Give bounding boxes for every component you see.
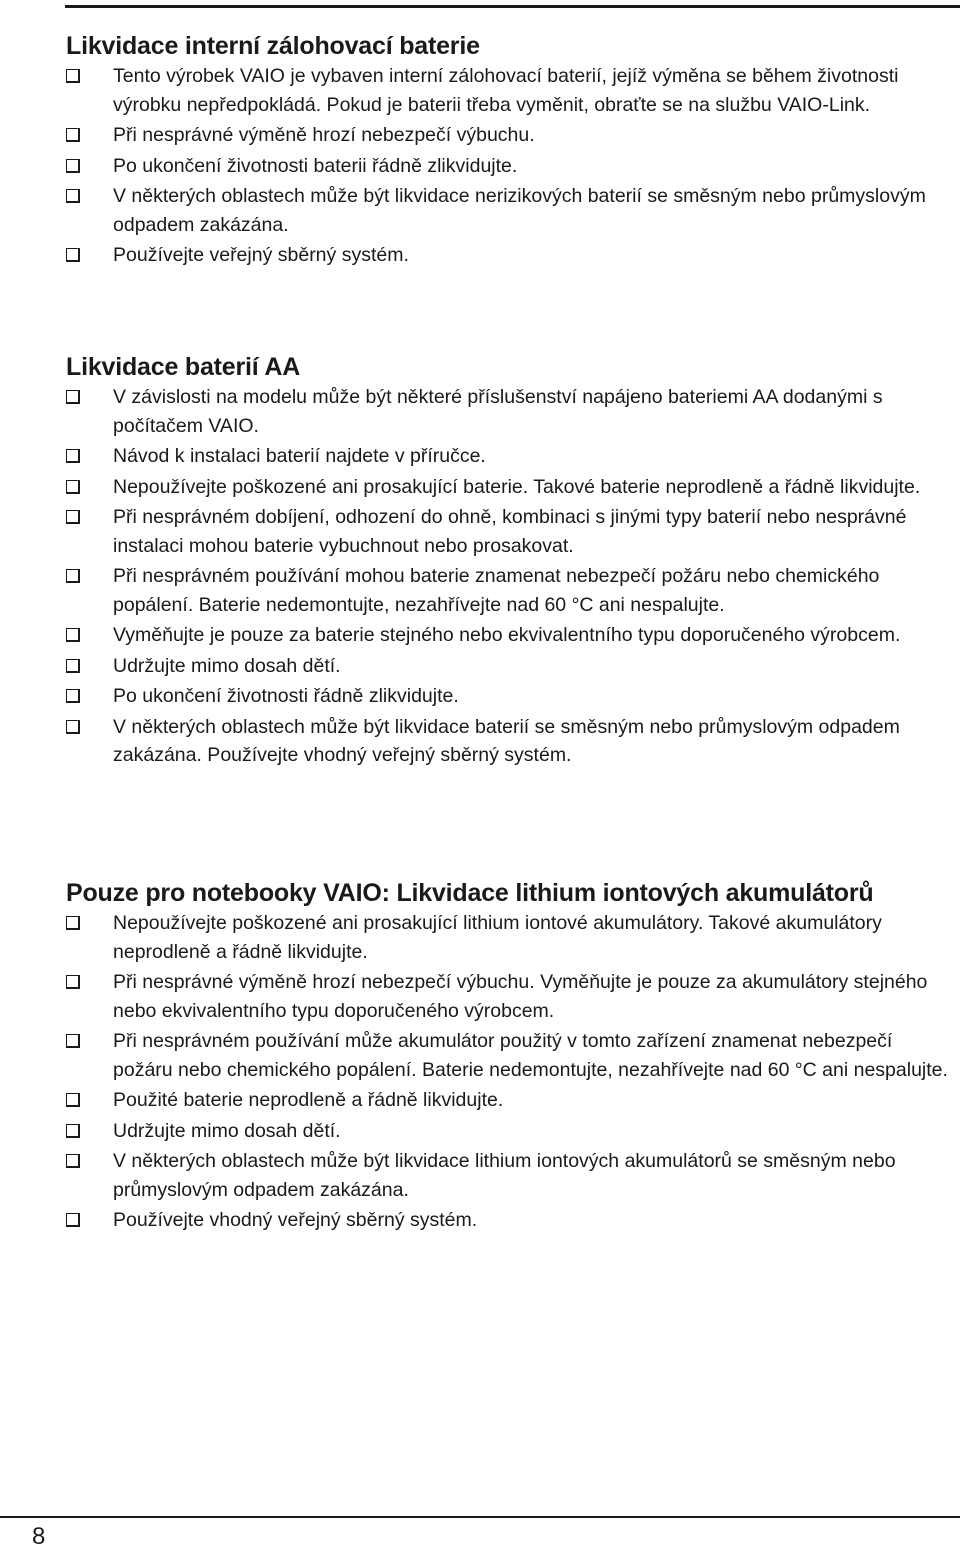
- footer-rule: [0, 1516, 960, 1518]
- list-item: [66, 909, 956, 966]
- checkbox-bullet-icon: [66, 1154, 80, 1168]
- list-item: [66, 152, 956, 181]
- checkbox-bullet-icon: [66, 1213, 80, 1227]
- checkbox-bullet-icon: [66, 1124, 80, 1138]
- checkbox-bullet-icon: [66, 569, 80, 583]
- section-heading: Likvidace baterií AA: [66, 353, 301, 381]
- checkbox-bullet-icon: [66, 1034, 80, 1048]
- list-item-text: Udržujte mimo dosah dětí.: [113, 654, 341, 677]
- checkbox-bullet-icon: [66, 480, 80, 494]
- list-item-text: Nepoužívejte poškozené ani prosakující baterie. Takové baterie neprodleně a řádně likvidujte.: [113, 475, 921, 498]
- list-item-text: Používejte vhodný veřejný sběrný systém.: [113, 1209, 478, 1231]
- bullet-list: [66, 383, 956, 770]
- list-item-text: Použité baterie neprodleně a řádně likvidujte.: [113, 1089, 504, 1111]
- list-item-text: Návod k instalaci baterií najdete v příručce.: [113, 445, 486, 467]
- checkbox-bullet-icon: [66, 659, 80, 673]
- list-item: [66, 1086, 956, 1115]
- list-item: [66, 182, 956, 239]
- list-item-text: V některých oblastech může být likvidace lithium iontových akumulátorů se směsným nebo průmyslovým odpadem zakázána.: [113, 1150, 896, 1201]
- list-item: [66, 713, 956, 770]
- checkbox-bullet-icon: [66, 159, 80, 173]
- checkbox-bullet-icon: [66, 248, 80, 262]
- checkbox-bullet-icon: [66, 720, 80, 734]
- checkbox-bullet-icon: [66, 390, 80, 404]
- list-item: [66, 1027, 956, 1084]
- list-item: [66, 1206, 956, 1235]
- checkbox-bullet-icon: [66, 449, 80, 463]
- top-rule: [65, 5, 960, 8]
- list-item: [66, 968, 956, 1025]
- list-item: [66, 562, 956, 619]
- checkbox-bullet-icon: [66, 189, 80, 203]
- checkbox-bullet-icon: [66, 69, 80, 83]
- list-item-text: Při nesprávné výměně hrozí nebezpečí výbuchu. Vyměňujte je pouze za akumulátory stejného nebo ekvivalentního typu doporučeného výrobcem.: [113, 971, 928, 1022]
- list-item: [66, 383, 956, 440]
- bullet-list: [66, 62, 956, 270]
- list-item: [66, 121, 956, 150]
- list-item-text: Po ukončení životnosti baterii řádně zlikvidujte.: [113, 154, 518, 177]
- checkbox-bullet-icon: [66, 128, 80, 142]
- checkbox-bullet-icon: [66, 510, 80, 524]
- list-item: [66, 682, 956, 711]
- list-item-text: Při nesprávném dobíjení, odhození do ohně, kombinaci s jinými typy baterií nebo nesprávné instalaci mohou baterie vybuchnout nebo prosakovat.: [113, 506, 907, 557]
- section-heading: Pouze pro notebooky VAIO: Likvidace lithium iontových akumulátorů: [66, 879, 874, 907]
- list-item: [66, 652, 956, 681]
- list-item: [66, 442, 956, 471]
- list-item: [66, 473, 956, 502]
- list-item: [66, 1117, 956, 1146]
- checkbox-bullet-icon: [66, 916, 80, 930]
- list-item-text: V závislosti na modelu může být některé příslušenství napájeno bateriemi AA dodanými s počítačem VAIO.: [113, 386, 883, 437]
- checkbox-bullet-icon: [66, 975, 80, 989]
- list-item-text: V některých oblastech může být likvidace nerizikových baterií se směsným nebo průmyslovým odpadem zakázána.: [113, 185, 926, 236]
- list-item-text: Při nesprávném používání mohou baterie znamenat nebezpečí požáru nebo chemického popálení. Baterie nedemontujte, nezahřívejte nad 60 °C ani nespalujte.: [113, 565, 880, 616]
- list-item-text: Nepoužívejte poškozené ani prosakující lithium iontové akumulátory. Takové akumulátory neprodleně a řádně likvidujte.: [113, 912, 882, 963]
- list-item: [66, 621, 956, 650]
- list-item-text: Používejte veřejný sběrný systém.: [113, 244, 409, 266]
- section-backup-battery: [66, 30, 956, 272]
- section-aa-batteries: [66, 351, 956, 772]
- list-item: [66, 62, 956, 119]
- list-item-text: Při nesprávné výměně hrozí nebezpečí výbuchu.: [113, 124, 535, 146]
- page-number: 8: [32, 1523, 46, 1550]
- list-item-text: Vyměňujte je pouze za baterie stejného nebo ekvivalentního typu doporučeného výrobcem.: [113, 624, 901, 646]
- list-item: [66, 1147, 956, 1204]
- checkbox-bullet-icon: [66, 689, 80, 703]
- list-item-text: Tento výrobek VAIO je vybaven interní zálohovací baterií, jejíž výměna se během životnosti výrobku nepředpokládá. Pokud je baterii třeba vyměnit, obraťte se na službu VAIO-Link.: [113, 65, 899, 116]
- list-item: [66, 503, 956, 560]
- list-item-text: Při nesprávném používání může akumulátor použitý v tomto zařízení znamenat nebezpečí požáru nebo chemického popálení. Baterie nedemontujte, nezahřívejte nad 60 °C ani nespalujte.: [113, 1030, 948, 1081]
- section-lithium-ion: [66, 877, 956, 1237]
- list-item: [66, 241, 956, 270]
- section-heading: Likvidace interní zálohovací baterie: [66, 32, 480, 60]
- list-item-text: Udržujte mimo dosah dětí.: [113, 1119, 341, 1142]
- checkbox-bullet-icon: [66, 628, 80, 642]
- list-item-text: Po ukončení životnosti řádně zlikvidujte.: [113, 685, 459, 707]
- checkbox-bullet-icon: [66, 1093, 80, 1107]
- list-item-text: V některých oblastech může být likvidace baterií se směsným nebo průmyslovým odpadem zakázána. Používejte vhodný veřejný sběrný systém.: [113, 715, 900, 766]
- bullet-list: [66, 909, 956, 1235]
